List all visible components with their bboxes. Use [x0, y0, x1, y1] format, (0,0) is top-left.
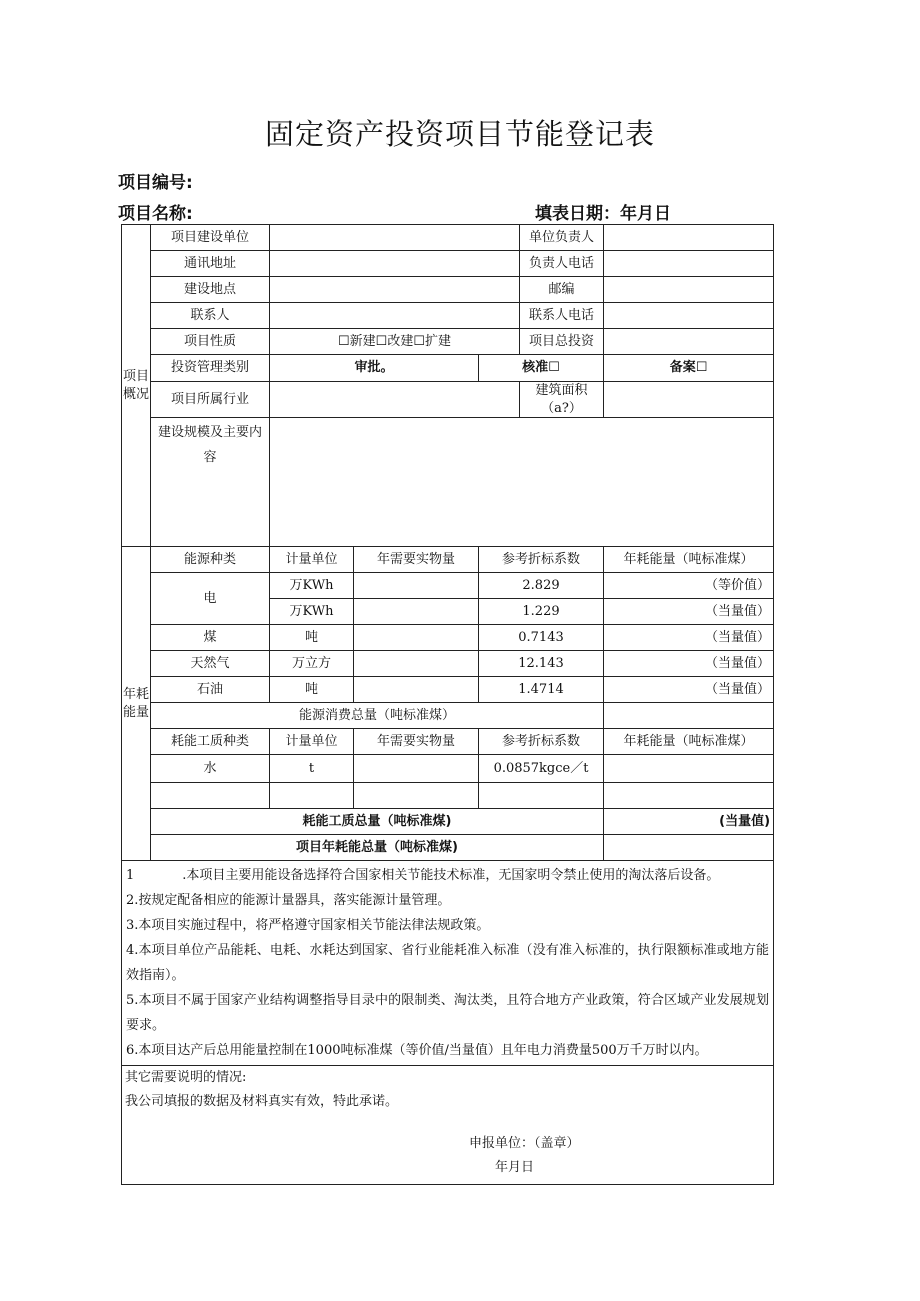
investment-value[interactable] [604, 329, 774, 355]
energy-header: 能源种类 [151, 547, 270, 573]
contact-label: 联系人 [151, 303, 270, 329]
address-label: 通讯地址 [151, 251, 270, 277]
medium-coef: 0.0857kgce／t [479, 755, 604, 783]
commitment-item: 2.按规定配备相应的能源计量器具，落实能源计量管理。 [126, 893, 451, 909]
medium-total-value[interactable]: (当量值) [604, 809, 774, 835]
mgmt-label: 投资管理类别 [151, 355, 270, 382]
grand-total-value[interactable] [604, 835, 774, 861]
scale-value[interactable] [270, 418, 774, 547]
fill-date-label: 填表日期：年月日 [535, 204, 671, 224]
overview-section-label: 项目概况 [122, 225, 151, 547]
energy-coef: 2.829 [479, 573, 604, 599]
medium-total-label: 耗能工质总量（吨标准煤) [151, 809, 604, 835]
energy-header: 计量单位 [270, 547, 354, 573]
energy-registration-table [121, 224, 774, 1185]
energy-coef: 0.7143 [479, 625, 604, 651]
industry-value[interactable] [270, 382, 520, 418]
scale-label: 建设规模及主要内容 [151, 418, 270, 547]
promise-text: 我公司填报的数据及材料真实有效，特此承诺。 [125, 1094, 399, 1110]
medium-consumption[interactable] [604, 755, 774, 783]
project-name-label: 项目名称: [118, 204, 193, 224]
responsible-label: 单位负责人 [520, 225, 604, 251]
medium-header: 参考折标系数 [479, 729, 604, 755]
energy-unit: 吨 [270, 625, 354, 651]
energy-header: 参考折标系数 [479, 547, 604, 573]
commitment-item: 3.本项目实施过程中，将严格遵守国家相关节能法律法规政策。 [126, 918, 490, 934]
responsible-value[interactable] [604, 225, 774, 251]
energy-coef: 1.4714 [479, 677, 604, 703]
energy-name: 石油 [151, 677, 270, 703]
contact-phone-label: 联系人电话 [520, 303, 604, 329]
industry-label: 项目所属行业 [151, 382, 270, 418]
medium-name-blank[interactable] [151, 783, 270, 809]
project-no-label: 项目编号: [118, 173, 193, 193]
energy-consumption[interactable]: （等价值） [604, 573, 774, 599]
medium-quantity-blank[interactable] [354, 783, 479, 809]
nature-options[interactable]: ☐新建☐改建☐扩建 [270, 329, 520, 355]
mgmt-approve-option[interactable]: 审批。 [270, 355, 479, 382]
investment-label: 项目总投资 [520, 329, 604, 355]
energy-header: 年耗能量（吨标准煤） [604, 547, 774, 573]
unit-value[interactable] [270, 225, 520, 251]
other-info-label: 其它需要说明的情况: [125, 1070, 247, 1086]
commitment-item: 4.本项目单位产品能耗、电耗、水耗达到国家、省行业能耗准入标准（没有准入标准的，执行限额标准或地方能效指南）。 [126, 943, 770, 984]
energy-header: 年需要实物量 [354, 547, 479, 573]
declaration-block [122, 1066, 774, 1185]
mgmt-verify-option[interactable]: 核准☐ [479, 355, 604, 382]
energy-quantity[interactable] [354, 677, 479, 703]
declaration-date[interactable]: 年月日 [495, 1160, 535, 1176]
medium-unit-blank[interactable] [270, 783, 354, 809]
energy-consumption[interactable]: （当量值） [604, 651, 774, 677]
energy-consumption[interactable]: （当量值） [604, 625, 774, 651]
energy-quantity[interactable] [354, 573, 479, 599]
area-value[interactable] [604, 382, 774, 418]
area-label: 建筑面积（a?） [520, 382, 604, 418]
energy-quantity[interactable] [354, 599, 479, 625]
nature-label: 项目性质 [151, 329, 270, 355]
medium-header: 计量单位 [270, 729, 354, 755]
commitment-item: 6.本项目达产后总用能量控制在1000吨标准煤（等价值/当量值）且年电力消费量500万千万时以内。 [126, 1043, 708, 1059]
contact-value[interactable] [270, 303, 520, 329]
energy-quantity[interactable] [354, 625, 479, 651]
energy-quantity[interactable] [354, 651, 479, 677]
energy-name: 天然气 [151, 651, 270, 677]
resp-phone-label: 负责人电话 [520, 251, 604, 277]
postcode-label: 邮编 [520, 277, 604, 303]
energy-unit: 万KWh [270, 573, 354, 599]
medium-coef-blank[interactable] [479, 783, 604, 809]
medium-header: 年耗能量（吨标准煤） [604, 729, 774, 755]
mgmt-file-option[interactable]: 备案☐ [604, 355, 774, 382]
energy-unit: 万立方 [270, 651, 354, 677]
unit-label: 项目建设单位 [151, 225, 270, 251]
energy-coef: 12.143 [479, 651, 604, 677]
energy-total-value[interactable] [604, 703, 774, 729]
medium-header: 耗能工质种类 [151, 729, 270, 755]
medium-header: 年需要实物量 [354, 729, 479, 755]
contact-phone-value[interactable] [604, 303, 774, 329]
form-title: 固定资产投资项目节能登记表 [264, 117, 655, 151]
site-value[interactable] [270, 277, 520, 303]
energy-section-label: 年耗能量 [122, 547, 151, 861]
medium-quantity[interactable] [354, 755, 479, 783]
energy-unit: 万KWh [270, 599, 354, 625]
medium-unit: t [270, 755, 354, 783]
medium-name: 水 [151, 755, 270, 783]
grand-total-label: 项目年耗能总量（吨标准煤) [151, 835, 604, 861]
applicant-unit[interactable]: 申报单位：（盖章） [469, 1136, 580, 1152]
address-value[interactable] [270, 251, 520, 277]
energy-consumption[interactable]: （当量值） [604, 677, 774, 703]
energy-coef: 1.229 [479, 599, 604, 625]
postcode-value[interactable] [604, 277, 774, 303]
commitment-item: 5.本项目不属于国家产业结构调整指导目录中的限制类、淘汰类，且符合地方产业政策，符合区域产业发展规划要求。 [126, 993, 770, 1034]
energy-name: 煤 [151, 625, 270, 651]
electricity-label: 电 [151, 573, 270, 625]
energy-total-label: 能源消费总量（吨标准煤） [151, 703, 604, 729]
energy-consumption[interactable]: （当量值） [604, 599, 774, 625]
energy-unit: 吨 [270, 677, 354, 703]
site-label: 建设地点 [151, 277, 270, 303]
commitments-block [122, 861, 774, 1066]
commitment-item: 1 .本项目主要用能设备选择符合国家相关节能技术标准，无国家明令禁止使用的淘汰落后设备。 [126, 868, 720, 884]
resp-phone-value[interactable] [604, 251, 774, 277]
medium-consumption-blank[interactable] [604, 783, 774, 809]
